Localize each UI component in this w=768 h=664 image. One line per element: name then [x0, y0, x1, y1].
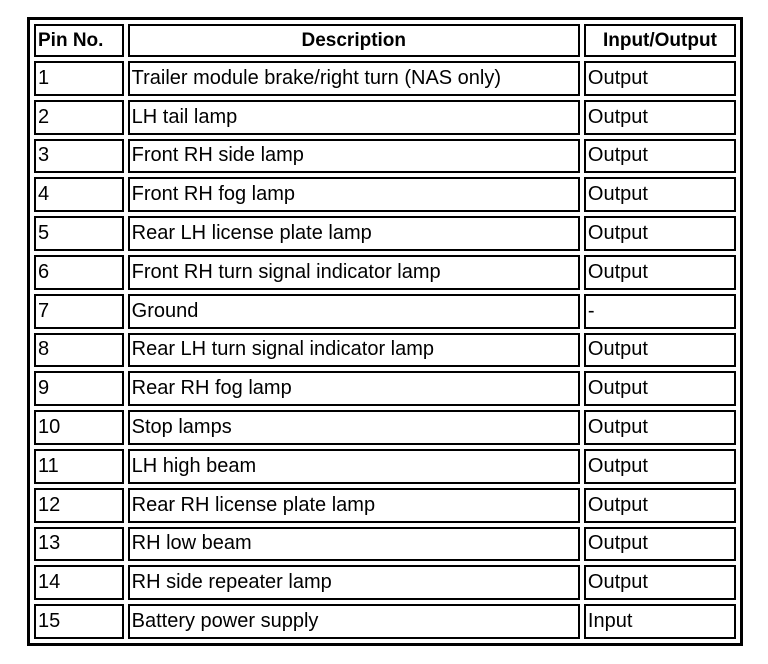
table-row — [34, 565, 736, 600]
description-cell: Rear LH license plate lamp — [128, 216, 580, 251]
table-row — [34, 410, 736, 445]
pin-cell: 2 — [34, 100, 124, 135]
io-cell: Output — [584, 410, 736, 445]
description-cell: RH low beam — [128, 527, 580, 562]
pin-cell: 9 — [34, 371, 124, 406]
table-row — [34, 139, 736, 174]
io-cell: Output — [584, 527, 736, 562]
description-cell: Rear LH turn signal indicator lamp — [128, 333, 580, 368]
pin-cell: 11 — [34, 449, 124, 484]
table-row — [34, 333, 736, 368]
description-cell: LH tail lamp — [128, 100, 580, 135]
description-cell: Rear RH license plate lamp — [128, 488, 580, 523]
header-input-output: Input/Output — [584, 24, 736, 57]
pin-cell: 6 — [34, 255, 124, 290]
description-cell: Ground — [128, 294, 580, 329]
description-cell: Front RH fog lamp — [128, 177, 580, 212]
io-cell: Output — [584, 565, 736, 600]
io-cell: Output — [584, 371, 736, 406]
io-cell: Output — [584, 61, 736, 96]
table-row — [34, 604, 736, 639]
io-cell: Output — [584, 449, 736, 484]
pin-cell: 13 — [34, 527, 124, 562]
table-row — [34, 449, 736, 484]
pin-cell: 7 — [34, 294, 124, 329]
table-row — [34, 527, 736, 562]
pin-cell: 4 — [34, 177, 124, 212]
io-cell: Output — [584, 177, 736, 212]
table-row — [34, 255, 736, 290]
description-cell: Battery power supply — [128, 604, 580, 639]
table-row — [34, 371, 736, 406]
table-row — [34, 177, 736, 212]
io-cell: Output — [584, 488, 736, 523]
io-cell: Output — [584, 255, 736, 290]
io-cell: Output — [584, 216, 736, 251]
pin-cell: 1 — [34, 61, 124, 96]
description-cell: Rear RH fog lamp — [128, 371, 580, 406]
pin-table-container — [27, 17, 743, 646]
description-cell: LH high beam — [128, 449, 580, 484]
io-cell: Output — [584, 333, 736, 368]
header-pin-no: Pin No. — [34, 24, 124, 57]
table-row — [34, 216, 736, 251]
pin-cell: 14 — [34, 565, 124, 600]
table-row — [34, 61, 736, 96]
pin-table — [30, 20, 740, 643]
pin-cell: 15 — [34, 604, 124, 639]
pin-cell: 12 — [34, 488, 124, 523]
table-row — [34, 294, 736, 329]
table-header-row — [34, 24, 736, 57]
description-cell: Front RH turn signal indicator lamp — [128, 255, 580, 290]
description-cell: Front RH side lamp — [128, 139, 580, 174]
pin-cell: 8 — [34, 333, 124, 368]
pin-cell: 5 — [34, 216, 124, 251]
header-description: Description — [128, 24, 580, 57]
description-cell: RH side repeater lamp — [128, 565, 580, 600]
table-row — [34, 100, 736, 135]
io-cell: Input — [584, 604, 736, 639]
table-row — [34, 488, 736, 523]
io-cell: Output — [584, 100, 736, 135]
pin-cell: 3 — [34, 139, 124, 174]
io-cell: Output — [584, 139, 736, 174]
pin-cell: 10 — [34, 410, 124, 445]
io-cell: - — [584, 294, 736, 329]
description-cell: Trailer module brake/right turn (NAS only) — [128, 61, 580, 96]
description-cell: Stop lamps — [128, 410, 580, 445]
